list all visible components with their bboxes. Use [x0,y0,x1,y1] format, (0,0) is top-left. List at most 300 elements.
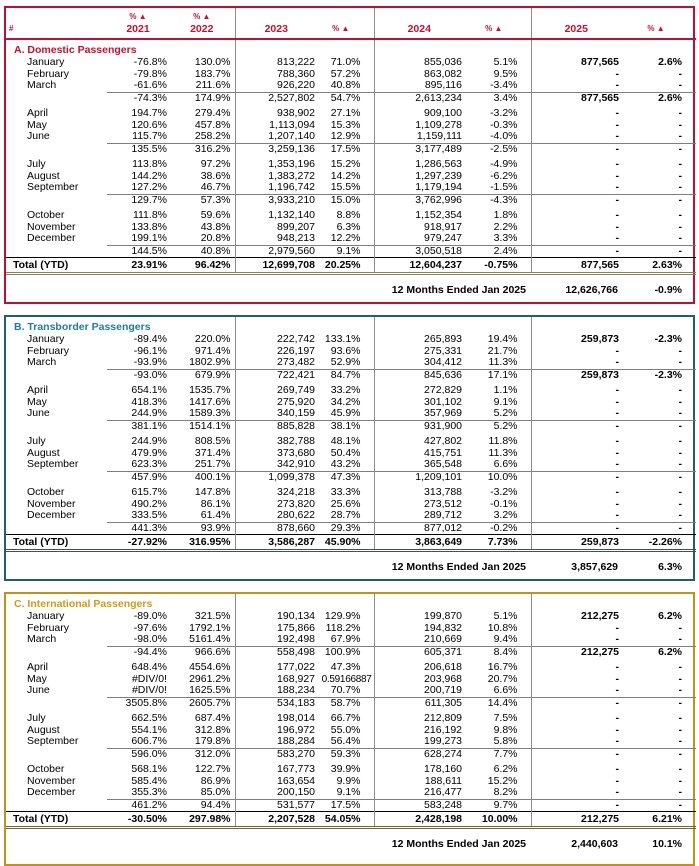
value-cell: 8.8% [336,209,361,221]
quarter-subtotal-row [6,369,696,381]
total-cell: 23.91% [107,258,171,274]
value-cell: -74.3% [107,92,171,104]
value-cell: 5.8% [493,735,518,747]
value-cell: - [678,118,682,131]
value-cell: - [678,672,683,685]
value-cell: 855,036 [374,57,468,69]
month-label: September [27,458,79,471]
value-cell: 6.2% [493,763,518,775]
value-cell: 585.4% [131,774,167,787]
month-label: April [27,661,49,673]
value-cell: 583,270 [235,748,319,760]
twelve-months-row [6,551,696,575]
value-cell: 273,820 [235,499,319,511]
value-cell: 9.1% [336,786,361,798]
value-cell: -2.3% [628,369,696,381]
value-cell: 1,383,272 [235,171,319,183]
pct-delta-label: % ▲ [129,12,147,21]
total-cell: 877,565 [531,258,628,274]
value-cell: - [531,725,628,737]
month-label: November [27,774,76,787]
value-cell: 3,762,996 [374,194,468,206]
value-cell: -61.6% [133,79,167,91]
value-cell: 118.2% [325,621,361,634]
value-cell: - [678,107,682,119]
month-label [6,646,107,658]
value-cell: 275,331 [374,346,468,358]
month-row [6,736,696,748]
month-row [6,611,696,623]
value-cell: -3.4% [490,79,518,91]
value-cell: 457.8% [194,118,231,131]
value-cell: 269,749 [235,385,319,397]
value-cell: - [531,799,628,812]
value-cell: - [678,486,683,498]
value-cell: 66.7% [330,712,361,724]
value-cell: 144.2% [131,169,167,182]
value-cell: 427,802 [374,436,468,448]
value-cell: 97.2% [200,158,231,170]
twelve-months-value: 12,626,766 [565,284,618,296]
value-cell: 17.5% [319,799,374,812]
twelve-months-value: 3,857,629 [571,561,619,573]
table-header [6,8,696,39]
total-cell: 12,604,237 [374,258,468,274]
value-cell: 926,220 [235,80,319,92]
value-cell: - [678,67,682,80]
month-row [6,182,696,194]
value-cell: 135.5% [107,143,171,155]
month-label [6,420,107,432]
month-row [6,233,696,245]
month-label: June [27,684,50,697]
value-cell: 54.7% [319,92,374,104]
value-cell: 59.3% [319,748,374,760]
value-cell: 212,809 [374,713,468,725]
value-cell: - [628,799,696,812]
value-cell: 9.5% [493,67,518,80]
total-cell: 45.90% [319,535,374,551]
month-row [6,159,696,171]
value-cell: 415,751 [374,448,468,460]
col-header-2023 [235,8,319,39]
value-cell: 0.59166887 [321,673,372,685]
value-cell: - [531,764,628,776]
value-cell: 43.8% [200,220,231,233]
month-row [6,334,696,346]
value-cell: 100.9% [319,646,374,658]
value-cell: 813,222 [235,57,319,69]
value-cell: - [678,220,682,233]
value-cell: 17.1% [468,369,531,381]
value-cell: - [531,182,628,194]
value-cell: 15.2% [487,774,518,787]
value-cell: 203,968 [374,674,468,686]
section-title: A. Domestic Passengers [14,44,137,56]
value-cell: 3.2% [493,509,518,521]
month-label: May [27,118,47,131]
value-cell: - [531,713,628,725]
value-cell: - [678,712,683,724]
total-cell: 3,586,287 [235,535,319,551]
value-cell: 7.5% [493,712,518,724]
value-cell: - [531,685,628,697]
value-cell: - [531,171,628,183]
value-cell: 190,134 [235,611,319,623]
value-cell: 280,622 [235,510,319,522]
month-row [6,459,696,471]
domestic-passengers-table [6,8,696,297]
total-cell: 2.63% [628,258,696,274]
table-body [6,39,696,274]
value-cell: 192,498 [235,634,319,646]
value-cell: 2,613,234 [374,92,468,104]
value-cell: - [531,436,628,448]
total-ytd-row [6,258,696,274]
value-cell: - [678,395,683,408]
value-cell: 212,275 [531,646,628,658]
value-cell: 948,213 [235,233,319,245]
value-cell: - [678,684,683,696]
value-cell: 1,152,354 [374,210,468,222]
value-cell: 25.6% [330,497,361,510]
total-cell: 12,699,708 [235,258,319,274]
value-cell: 9.1% [493,395,518,408]
value-cell: 1514.1% [171,420,235,432]
value-cell: 615.7% [131,486,167,498]
value-cell: 596.0% [107,748,171,760]
value-cell: -79.8% [133,67,167,80]
value-cell: - [531,662,628,674]
value-cell: 2961.2% [189,672,231,685]
value-cell: 174.9% [171,92,235,104]
value-cell: 558,498 [235,646,319,658]
value-cell: -98.0% [133,633,167,645]
value-cell: 111.8% [132,209,167,221]
value-cell: 909,100 [374,108,468,120]
value-cell: - [628,245,696,258]
value-cell: 289,712 [374,510,468,522]
value-cell: 340,159 [235,408,319,420]
month-row [6,487,696,499]
value-cell: -1.5% [490,181,518,193]
value-cell: 122.7% [194,763,231,775]
value-cell: 15.3% [330,118,361,131]
quarter-subtotal-row [6,646,696,658]
value-cell: - [678,384,683,396]
value-cell: 1.8% [493,209,518,221]
total-cell: 10.00% [468,812,531,828]
month-label [6,143,107,155]
value-cell: - [678,169,682,182]
value-cell: 279.4% [194,107,231,119]
month-label: May [27,672,47,685]
month-label [6,522,107,535]
value-cell: -2.3% [654,333,683,345]
twelve-months-pct: 6.3% [658,561,683,573]
month-row [6,108,696,120]
value-cell: -93.0% [107,369,171,381]
value-cell: - [678,356,683,368]
value-cell: 15.5% [330,181,361,193]
month-label: December [27,509,76,522]
value-cell: - [531,487,628,499]
month-label: July [27,158,46,170]
month-label: July [27,435,46,447]
total-cell: -0.75% [468,258,531,274]
value-cell: 17.5% [319,143,374,155]
value-cell: 179.8% [194,735,231,747]
section-title: B. Transborder Passengers [14,321,151,333]
total-cell: -30.50% [107,812,171,828]
month-label: October [27,763,65,775]
value-cell: 2.2% [493,220,518,233]
month-label: November [27,497,76,510]
value-cell: 2,527,802 [235,92,319,104]
value-cell: - [678,446,683,459]
value-cell: 654.1% [131,384,167,396]
value-cell: -2.5% [468,143,531,155]
value-cell: 687.4% [194,712,231,724]
total-cell: -27.92% [107,535,171,551]
total-cell: 316.95% [171,535,235,551]
value-cell: 129.7% [107,194,171,206]
month-label [6,799,107,812]
value-cell: - [531,346,628,358]
value-cell: 6.3% [336,220,361,233]
value-cell: 115.7% [132,130,167,142]
value-cell: 5.1% [493,56,518,68]
value-cell: - [678,209,682,221]
value-cell: 133.1% [324,333,361,345]
value-cell: - [531,210,628,222]
value-cell: 1417.6% [189,395,231,408]
value-cell: - [531,194,628,206]
total-cell: 297.98% [171,812,235,828]
year-label: 2024 [407,23,431,35]
value-cell: 175,866 [235,623,319,635]
value-cell: 94.4% [171,799,235,812]
total-cell: 6.21% [628,812,696,828]
value-cell: 130.0% [194,56,231,68]
value-cell: 258.2% [194,130,231,142]
value-cell: 168,927 [235,674,319,686]
value-cell: 244.9% [131,407,167,419]
value-cell: 29.3% [319,522,374,535]
year-label: 2025 [564,23,588,35]
value-cell: - [531,459,628,471]
value-cell: 1,099,378 [235,471,319,483]
value-cell: 2,979,560 [235,245,319,258]
month-row [6,80,696,92]
value-cell: 6.6% [493,684,518,696]
value-cell: 11.3% [488,446,518,459]
total-cell: 3,863,649 [374,535,468,551]
section-title-row [6,317,696,334]
value-cell: - [531,357,628,369]
quarter-subtotal-row [6,194,696,206]
month-label: January [27,333,65,345]
value-cell: 722,421 [235,369,319,381]
value-cell: 2.4% [468,245,531,258]
value-cell: - [531,245,628,258]
value-cell: 199,273 [374,736,468,748]
value-cell: 6.2% [628,646,696,658]
value-cell: 40.8% [330,79,361,91]
value-cell: 6.2% [658,610,683,622]
col-header-pct-2024 [468,8,531,39]
value-cell: 8.2% [493,786,518,798]
value-cell: - [628,697,696,709]
value-cell: 3,259,136 [235,143,319,155]
month-label: September [27,181,79,194]
value-cell: - [678,458,683,470]
value-cell: 966.6% [171,646,235,658]
month-label [6,471,107,483]
total-ytd-row [6,535,696,551]
value-cell: 200,150 [235,787,319,799]
value-cell: 1.1% [493,384,518,396]
value-cell: 167,773 [235,764,319,776]
total-cell: 96.42% [171,258,235,274]
value-cell: 1,297,239 [374,171,468,183]
quarter-subtotal-row [6,748,696,760]
value-cell: - [678,181,682,193]
value-cell: 9.8% [493,723,518,736]
value-cell: 531,577 [235,799,319,812]
col-header-pct-2023 [319,8,374,39]
value-cell: 400.1% [171,471,235,483]
value-cell: 316.2% [171,143,235,155]
month-label: May [27,395,47,408]
value-cell: - [531,408,628,420]
month-label: March [27,79,57,92]
value-cell: 11.3% [488,356,518,368]
value-cell: 371.4% [194,446,231,459]
month-label [6,194,107,206]
value-cell: - [628,471,696,483]
value-cell: 1,132,140 [235,210,319,222]
value-cell: 15.2% [330,158,361,170]
value-cell: 381.1% [107,420,171,432]
quarter-subtotal-row [6,471,696,483]
twelve-months-pct: -0.9% [654,284,682,296]
month-label: January [27,56,65,68]
value-cell: 188,611 [374,776,468,788]
value-cell: 198,014 [235,713,319,725]
header-row [6,8,696,39]
value-cell: 11.8% [488,435,518,447]
quarter-subtotal-row [6,697,696,709]
value-cell: - [628,143,696,155]
value-cell: 938,902 [235,108,319,120]
year-label: 2022 [190,23,214,35]
value-cell: - [531,233,628,245]
value-cell: 259,873 [531,334,628,346]
col-header-pct-2022 [171,8,235,39]
value-cell: 648.4% [131,661,167,673]
value-cell: 373,680 [235,448,319,460]
value-cell: 3,050,518 [374,245,468,258]
value-cell: - [678,774,683,787]
value-cell: 14.4% [468,697,531,709]
value-cell: 48.1% [330,435,361,447]
value-cell: 147.8% [194,486,231,498]
value-cell: 1535.7% [189,384,231,396]
total-cell: 54.05% [319,812,374,828]
value-cell: 788,360 [235,69,319,81]
month-label [6,748,107,760]
month-label: October [27,486,65,498]
value-cell: 1,207,140 [235,131,319,143]
quarter-subtotal-row [6,420,696,432]
col-header-2024 [374,8,468,39]
value-cell: 1,113,094 [235,120,319,132]
value-cell: 194,832 [374,623,468,635]
value-cell: -4.0% [490,130,518,142]
value-cell: - [678,407,683,419]
value-cell: - [531,143,628,155]
month-label: December [27,232,76,245]
value-cell: 12.2% [330,232,361,244]
month-label: August [27,723,60,736]
value-cell: 56.4% [330,735,361,747]
value-cell: 312.8% [194,723,231,736]
value-cell: 333.5% [131,509,167,521]
total-cell: 2,207,528 [235,812,319,828]
value-cell: 129.9% [324,610,361,622]
value-cell: 1625.5% [189,684,231,696]
total-cell: 212,275 [531,812,628,828]
twelve-months-label: 12 Months Ended Jan 2025 [391,838,527,850]
value-cell: 58.7% [319,697,374,709]
value-cell: 275,920 [235,397,319,409]
value-cell: 863,082 [374,69,468,81]
value-cell: 479.9% [131,446,167,459]
month-row [6,685,696,697]
month-row [6,385,696,397]
value-cell: 199.1% [131,232,167,244]
value-cell: 3,933,210 [235,194,319,206]
value-cell: 877,012 [374,522,468,535]
value-cell: 14.2% [330,169,361,182]
value-cell: - [678,344,683,357]
twelve-months-value: 2,440,603 [571,838,619,850]
value-cell: 3.4% [468,92,531,104]
value-cell: -0.1% [490,497,518,510]
value-cell: - [531,674,628,686]
quarter-subtotal-row [6,245,696,258]
value-cell: 304,412 [374,357,468,369]
total-label: Total (YTD) [6,535,107,551]
value-cell: - [531,510,628,522]
value-cell: 84.7% [319,369,374,381]
value-cell: 845,636 [374,369,468,381]
month-label: March [27,356,57,369]
value-cell: - [678,158,682,170]
value-cell: -89.4% [133,333,167,345]
value-cell: -93.9% [133,356,167,368]
value-cell: - [531,697,628,709]
value-cell: 918,917 [374,222,468,234]
value-cell: 6.6% [493,458,518,470]
total-label: Total (YTD) [6,258,107,274]
value-cell: - [531,159,628,171]
value-cell: -4.3% [468,194,531,206]
value-cell: 216,192 [374,725,468,737]
value-cell: 441.3% [107,522,171,535]
row-number-header: # [6,8,107,39]
